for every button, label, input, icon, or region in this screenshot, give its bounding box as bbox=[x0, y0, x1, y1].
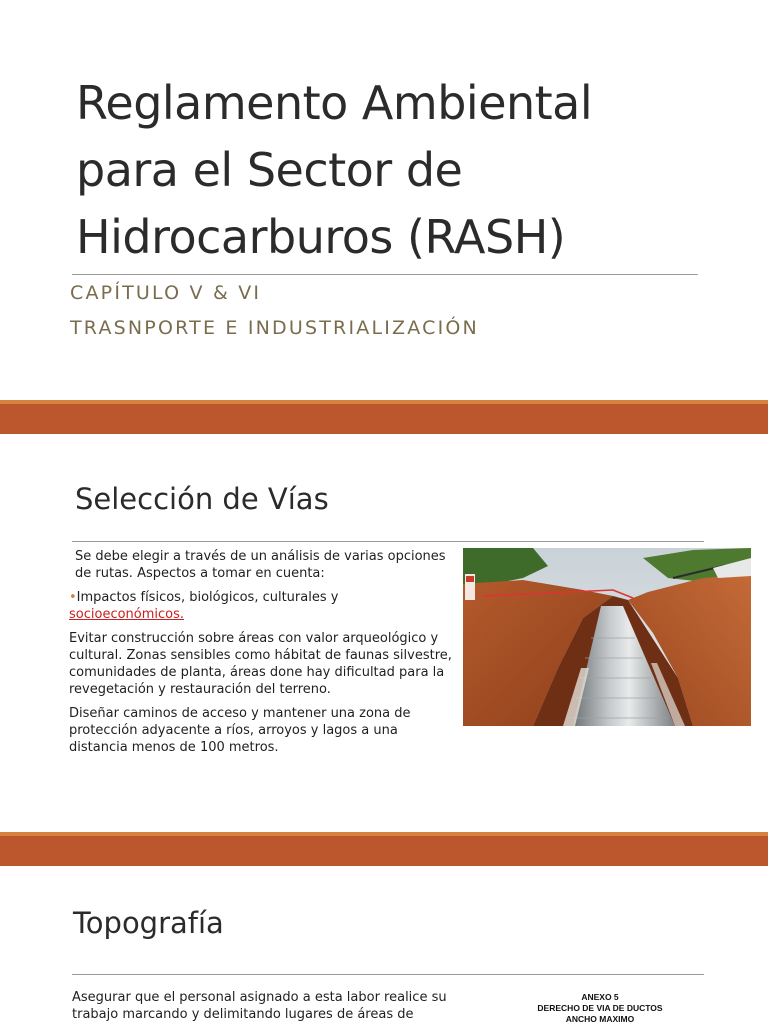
topic-subtitle: TRASNPORTE E INDUSTRIALIZACIÓN bbox=[70, 317, 479, 339]
slide-separator-band bbox=[0, 400, 768, 434]
route-selection-slide bbox=[0, 434, 768, 832]
slide-title: Topografía bbox=[73, 906, 224, 940]
title-line-1: Reglamento Ambiental bbox=[76, 76, 593, 130]
intro-paragraph: Se debe elegir a través de un análisis de varias opciones de rutas. Aspectos a tomar en cuenta: bbox=[75, 549, 446, 581]
title-line-2: para el Sector de bbox=[76, 143, 463, 197]
slide-title: Selección de Vías bbox=[75, 482, 329, 516]
annex-line-1: ANEXO 5 bbox=[581, 992, 619, 1002]
title-divider bbox=[72, 274, 698, 275]
annex-line-3: ANCHO MAXIMO bbox=[565, 1014, 635, 1024]
paragraph-archaeological: Evitar construcción sobre áreas con valor arqueológico y cultural. Zonas sensibles como hábitat de faunas silvestre, comunidades de planta, áreas done hay dificultad para la revegetación y restauración del terreno. bbox=[69, 631, 452, 697]
annex-figure-caption bbox=[520, 992, 680, 1024]
paragraph-access-roads: Diseñar caminos de acceso y mantener una zona de protección adyacente a ríos, arroyos y lagos a una distancia menos de 100 metros. bbox=[69, 706, 411, 755]
slide-separator-band bbox=[0, 832, 768, 866]
bullet-icon: • bbox=[69, 590, 77, 605]
slide-body: Asegurar que el personal asignado a esta labor realice su trabajo marcando y delimitando lugares de áreas de bbox=[72, 990, 447, 1022]
chapter-subtitle: CAPÍTULO V & VI bbox=[70, 282, 262, 304]
pipeline-trench-photo bbox=[463, 548, 751, 726]
socioeconomic-link[interactable]: socioeconómicos. bbox=[69, 607, 185, 622]
slide-title bbox=[76, 70, 716, 271]
annex-line-2: DERECHO DE VIA DE DUCTOS bbox=[537, 1003, 663, 1013]
title-divider bbox=[72, 541, 704, 542]
topography-slide bbox=[0, 866, 768, 1024]
slide-body bbox=[69, 548, 457, 763]
title-divider bbox=[72, 974, 704, 975]
bullet-text: Impactos físicos, biológicos, culturales y bbox=[76, 590, 339, 605]
title-line-3: Hidrocarburos (RASH) bbox=[76, 210, 566, 264]
title-slide bbox=[0, 0, 768, 400]
bullet-item bbox=[69, 589, 457, 623]
